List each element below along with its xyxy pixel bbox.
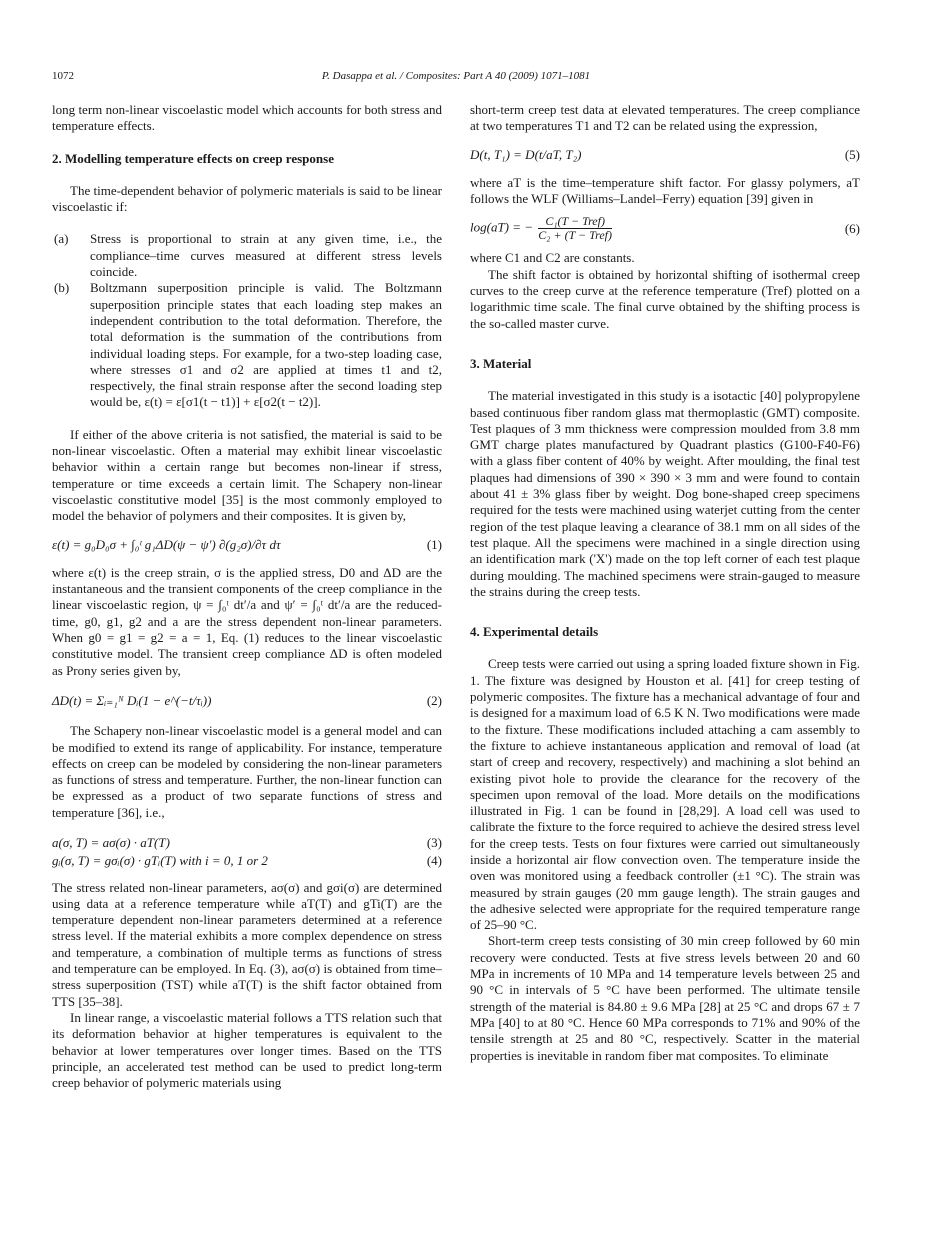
equation-4 <box>52 853 442 869</box>
list-item-label: (b) <box>54 280 70 296</box>
equation-6-lhs: log(aT) = − <box>470 219 534 235</box>
equation-1-number: (1) <box>426 536 442 552</box>
equation-3-body: a(σ, T) = aσ(σ) · aT(T) <box>52 834 170 850</box>
paragraph-material: The material investigated in this study is a isotactic [40] polypropylene based continuous fiber random glass mat thermoplastic (GMT) composite. Test plaques of 3 mm thickness were compression moulded from 3.8 mm GMT charge plates manufactured by Quadrant plastics (G100-F40-F6) with a glass fiber content of 40% by weight. After moulding, the final test plaques had dimensions of 390 × 390 × 3 mm and were found to contain about 41 ± 3% glass fiber by weight. Dog bone-shaped creep specimens required for the tests were machined using waterjet cutting from the center region of the test plaque leaving a clearance of 38.1 mm on all sides of the test plaque. All the specimens were machined in a single direction using an identification mark ('X') made on the top left corner of each test plaque during moulding. The machined specimens were strain-gauged to measure the strains during the creep tests. <box>470 388 860 599</box>
equation-6-numerator: C₁(T − Tref) <box>538 215 612 229</box>
equation-5 <box>470 147 860 163</box>
paragraph-short-term-tests: Short-term creep tests consisting of 30 min creep followed by 60 min recovery were conducted. Tests at five stress levels between 20 and 60 MPa in increments of 10 MPa and 14 temperature levels between 25 and 90 °C in intervals of 5 °C have been performed. The ultimate tensile strength of the material is 84.80 ± 9.6 MPa [28] at 25 °C and drops 67 ± 7 MPa [40] to at 80 °C. Hence 60 MPa corresponds to 71% and 90% of the tensile strength at 25 and 80 °C, respectively. Scatter in the material properties is inevitable in random fiber mat composites. To eliminate <box>470 933 860 1063</box>
list-item <box>52 231 442 280</box>
equation-6 <box>470 215 860 242</box>
equation-6-number: (6) <box>844 220 860 236</box>
paragraph-intro-cont: long term non-linear viscoelastic model which accounts for both stress and temperature effects. <box>52 102 442 134</box>
equation-5-body: D(t, T₁) = D(t/aT, T₂) <box>470 146 582 162</box>
paragraph-stress-params: The stress related non-linear parameters, aσ(σ) and gσi(σ) are determined using data at a reference temperature while aT(T) and gTi(T) are the temperature dependent non-linear parameters determined at a reference stress level. If the material exhibits a more complex dependence on stress and temperature, a combination of multiple terms as functions of stress and temperature can be employed. In Eq. (3), aσ(σ) is obtained from time–stress superposition (TST) while aT(T) is the shift factor obtained from TTS [35–38]. <box>52 879 442 1009</box>
page-number: 1072 <box>52 70 74 82</box>
paragraph-constants: where C1 and C2 are constants. <box>470 250 635 266</box>
list-item-text: Stress is proportional to strain at any given time, i.e., the compliance–time curves measured at different stress levels coincide. <box>90 231 442 280</box>
list-item-text: Boltzmann superposition principle is valid. The Boltzmann superposition principle states that each loading step makes an independent contribution to the total deformation. Therefore, the total deformation is the summation of the contributions from individual loading steps. For example, for a two-step loading case, where stresses σ1 and σ2 are applied at times t1 and t2, respectively, the final strain response after the second loading step would be, ε(t) = ε[σ1(t − t1)] + ε[σ2(t − t2)]. <box>90 280 442 410</box>
section-heading-3: 3. Material <box>470 355 532 371</box>
equation-1 <box>52 537 442 553</box>
equation-3 <box>52 835 442 851</box>
paragraph-shift-factor: where aT is the time–temperature shift factor. For glassy polymers, aT follows the WLF (Williams–Landel–Ferry) equation [39] given in <box>470 174 860 207</box>
section-heading-4: 4. Experimental details <box>470 624 599 640</box>
paragraph-lve-def: The time-dependent behavior of polymeric materials is said to be linear viscoelastic if: <box>52 182 442 215</box>
list-item-label: (a) <box>54 231 69 247</box>
equation-6-body <box>470 215 614 242</box>
equation-2-number: (2) <box>426 692 442 708</box>
page-header <box>52 70 860 86</box>
equation-2 <box>52 693 442 709</box>
equation-3-number: (3) <box>426 834 442 850</box>
paragraph-schapery: The Schapery non-linear viscoelastic model is a general model and can be modified to extend its range of applicability. For instance, temperature effects on creep can be modeled by considering the non-linear parameters as functions of stress and temperature. Further, the non-linear function can be expressed as a product of two separate functions of stress and temperature [36], i.e., <box>52 723 442 820</box>
equation-5-number: (5) <box>844 146 860 162</box>
running-head: P. Dasappa et al. / Composites: Part A 40 (2009) 1071–1081 <box>321 70 591 82</box>
equation-4-body: gᵢ(σ, T) = gσᵢ(σ) · gTᵢ(T) with i = 0, 1 or 2 <box>52 853 268 869</box>
equation-1-body: ε(t) = g₀D₀σ + ∫₀ᵗ g₁ΔD(ψ − ψ′) ∂(g₂σ)/∂τ dτ <box>52 536 281 552</box>
paragraph-short-term: short-term creep test data at elevated temperatures. The creep compliance at two temperatures T1 and T2 can be related using the expression, <box>470 102 860 134</box>
equation-4-number: (4) <box>426 853 442 869</box>
list-item <box>52 280 442 410</box>
paragraph-creep-tests: Creep tests were carried out using a spring loaded fixture shown in Fig. 1. The fixture was designed by Houston et al. [41] for creep testing of polymeric composites. The fixture has a mechanical advantage of four and is designed for a maximum load of 6.5 K N. Two modifications were made to the fixture. These modifications included attaching a cam assembly to the fixture to achieve instantaneous application and removal of load (at start of creep and recovery, respectively) and machining a slot behind an existing pivot hole to provide the clearance for the recovery of the specimen upon removal of the load. More details on the modifications illustrated in Fig. 1 can be found in [28,29]. A load cell was used to calibrate the fixture to the force required to achieve the desired stress level for the creep tests. Tests on four fixtures were carried out simultaneously inside a horizontal air flow convection oven. The temperature inside the oven was monitored using a feedback controller (±1 °C). The strain was measured by strain gauges (20 mm gauge length). The strain gauges and the adhesive selected were appropriate for the required temperature range of 25–90 °C. <box>470 656 860 933</box>
equation-6-fraction <box>538 215 612 242</box>
left-column <box>52 102 442 1091</box>
right-column <box>470 102 860 1064</box>
equation-2-body: ΔD(t) = Σᵢ₌₁ᴺ Dᵢ(1 − e^(−t/τᵢ)) <box>52 692 212 708</box>
paragraph-nonlinear: If either of the above criteria is not satisfied, the material is said to be non-linear viscoelastic. Often a material may exhibit linear viscoelastic behavior within a certain range but becomes non-linear if stress, temperature or time exceeds a certain limit. The Schapery non-linear viscoelastic constitutive model [35] is the most commonly employed to model the behavior of polymers and their composites. It is given by, <box>52 426 442 524</box>
equation-6-denominator: C₂ + (T − Tref) <box>538 228 613 243</box>
paragraph-master-curve: The shift factor is obtained by horizontal shifting of isothermal creep curves to the creep curve at the reference temperature (Tref) plotted on a logarithmic time scale. The final curve obtained by the shifting process is the so-called master curve. <box>470 266 860 331</box>
paragraph-tts: In linear range, a viscoelastic material follows a TTS relation such that its deformation behavior at higher temperatures is equivalent to the behavior at lower temperatures over longer times. Based on the TTS principle, an accelerated test method can be used to predict long-term creep behavior of polymeric materials using <box>52 1009 442 1091</box>
paragraph-where-1: where ε(t) is the creep strain, σ is the applied stress, D0 and ΔD are the instantaneous and the transient components of the creep compliance in the linear viscoelastic region, ψ = ∫₀ᵗ dt′/a and ψ′ = ∫₀ᵗ dt′/a are the reduced-time, g0, g1, g2 and a are the stress dependent non-linear parameters. When g0 = g1 = g2 = a = 1, Eq. (1) reduces to the linear viscoelastic constitutive model. The transient creep compliance ΔD is often modeled as Prony series given by, <box>52 564 442 678</box>
section-heading-2: 2. Modelling temperature effects on creep response <box>52 150 334 166</box>
